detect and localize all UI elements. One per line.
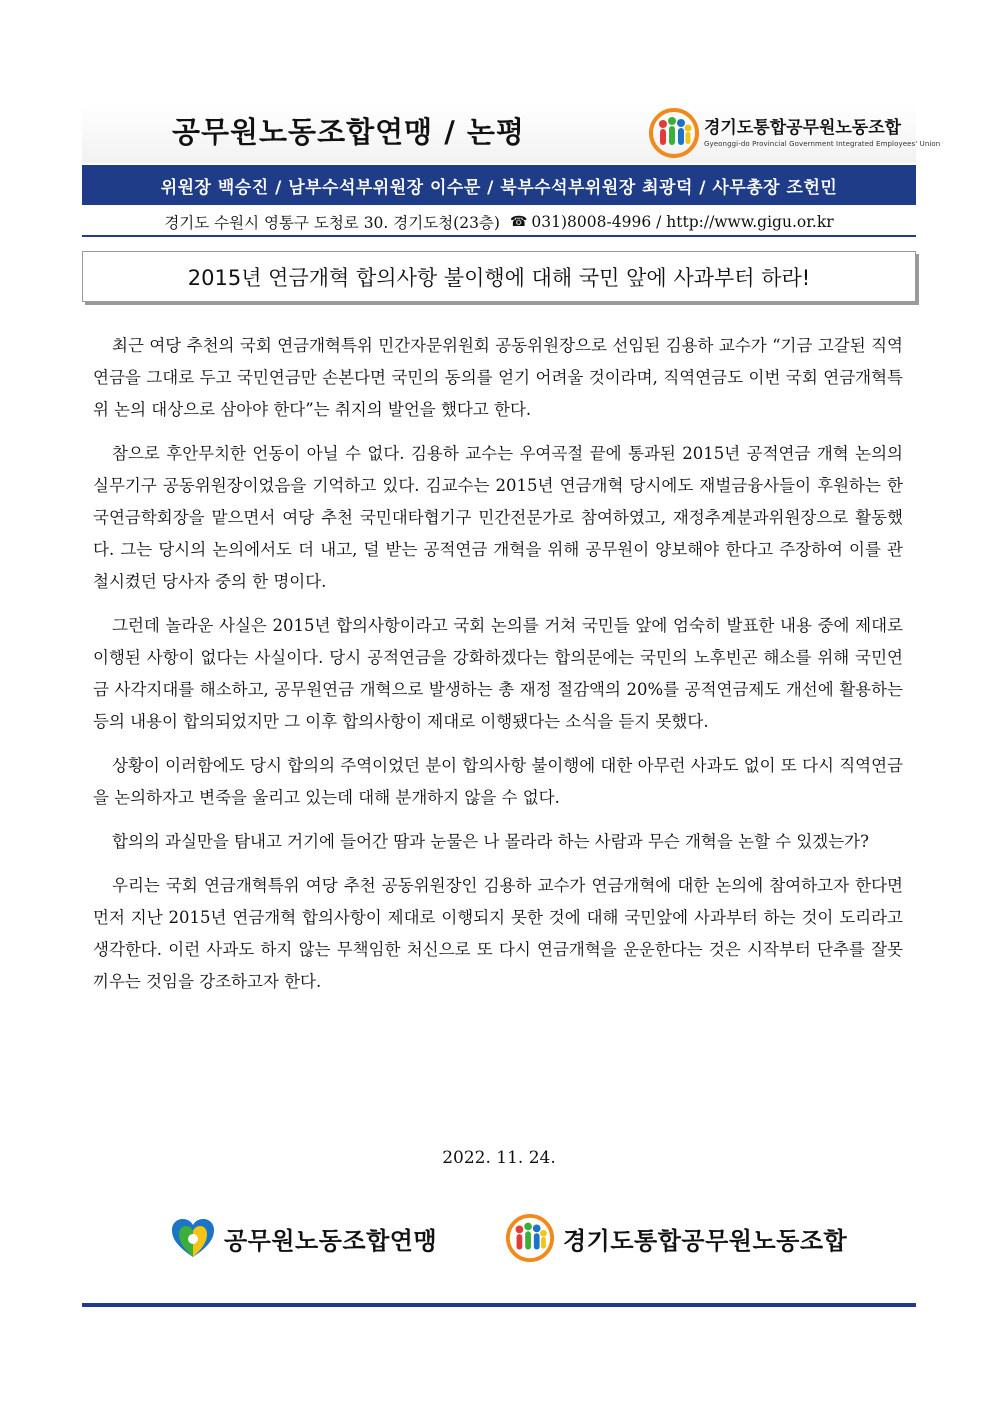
federation-name: 공무원노동조합연맹 [224, 1226, 438, 1255]
header-divider [82, 235, 916, 237]
address-line [82, 209, 916, 235]
telephone-icon: ☎ [509, 214, 528, 230]
paragraph: 합의의 과실만을 탐내고 거기에 들어간 땀과 눈물은 나 몰라라 하는 사람과 무슨 개혁을 논할 수 있겠는가? [112, 832, 869, 851]
paragraph: 우리는 국회 연금개혁특위 여당 추천 공동위원장인 김용하 교수가 연금개혁에 대한 논의에 참여하고자 한다면 먼저 지난 2015년 연금개혁 합의사항이 제대로 이행되지 못한 것에 대해 국민앞에 사과부터 하는 것이 도리라고 생각한다. 이런 사과도 하지 않는 무책임한 처신으로 또 다시 연금개혁을 운운한다는 것은 시작부터 단추를 잘못 끼우는 것임을 강조하고자 한다. [93, 876, 903, 991]
footer-divider [82, 1303, 916, 1307]
union-emblem-icon [505, 1213, 555, 1263]
headline: 2015년 연금개혁 합의사항 불이행에 대해 국민 앞에 사과부터 하라! [82, 251, 916, 302]
logo-name: 경기도통합공무원노동조합 [704, 118, 902, 138]
gyeonggi-union-footer-logo [505, 1213, 847, 1263]
paragraph: 참으로 후안무치한 언동이 아닐 수 없다. 김용하 교수는 우여곡절 끝에 통과된 2015년 공적연금 개혁 논의의 실무기구 공동위원장이었음을 기억하고 있다. 김교수는 2015년 연금개혁 당시에도 재벌금융사들이 후원하는 한국연금학회장을 맡으면서 여당 추천 국민대타협기구 민간전문가로 참여하였고, 재정추계분과위원장으로 활동했다. 그는 당시의 논의에서도 더 내고, 덜 받는 공적연금 개혁을 위해 공무원이 양보해야 한다고 주장하여 이를 관철시켰던 당사자 중의 한 명이다. [93, 444, 903, 591]
page-title: 공무원노동조합연맹 / 논평 [172, 115, 525, 149]
gyeonggi-union-logo [648, 107, 941, 159]
publication-date: 2022. 11. 24. [442, 1148, 556, 1168]
federation-heart-icon [170, 1217, 216, 1259]
federation-logo [170, 1213, 437, 1263]
paragraph: 상황이 이러함에도 당시 합의의 주역이었던 분이 합의사항 불이행에 대한 아무런 사과도 없이 또 다시 직역연금을 논의하자고 변죽을 울리고 있는데 대해 분개하지 않을 수 없다. [93, 756, 903, 807]
officers-bar: 위원장 백승진 / 남부수석부위원장 이수문 / 북부수석부위원장 최광덕 / 사무총장 조헌민 [82, 165, 916, 205]
address-phone: 031)8008-4996 / http://www.gigu.or.kr [531, 213, 834, 231]
union-name: 경기도통합공무원노동조합 [563, 1226, 848, 1255]
article-body [93, 330, 903, 1010]
paragraph: 최근 여당 추천의 국회 연금개혁특위 민간자문위원회 공동위원장으로 선임된 김용하 교수가 “기금 고갈된 직역연금을 그대로 두고 국민연금만 손본다면 국민의 동의를 얻기 어려울 것이라며, 직역연금도 이번 국회 연금개혁특위 논의 대상으로 삼아야 한다”는 취지의 발언을 했다고 한다. [93, 336, 903, 419]
paragraph: 그런데 놀라운 사실은 2015년 합의사항이라고 국회 논의를 거쳐 국민들 앞에 엄숙히 발표한 내용 중에 제대로 이행된 사항이 없다는 사실이다. 당시 공적연금을 강화하겠다는 합의문에는 국민의 노후빈곤 해소를 위해 국민연금 사각지대를 해소하고, 공무원연금 개혁으로 발생하는 총 재정 절감액의 20%를 공적연금제도 개선에 활용하는 등의 내용이 합의되었지만 그 이후 합의사항이 제대로 이행됐다는 소식을 듣지 못했다. [93, 616, 903, 731]
union-emblem-icon [648, 107, 700, 159]
address-text: 경기도 수원시 영통구 도청로 30. 경기도청(23층) [164, 214, 500, 232]
logo-english-name: Gyeonggi-do Provincial Government Integrated Employees' Union [704, 140, 941, 148]
